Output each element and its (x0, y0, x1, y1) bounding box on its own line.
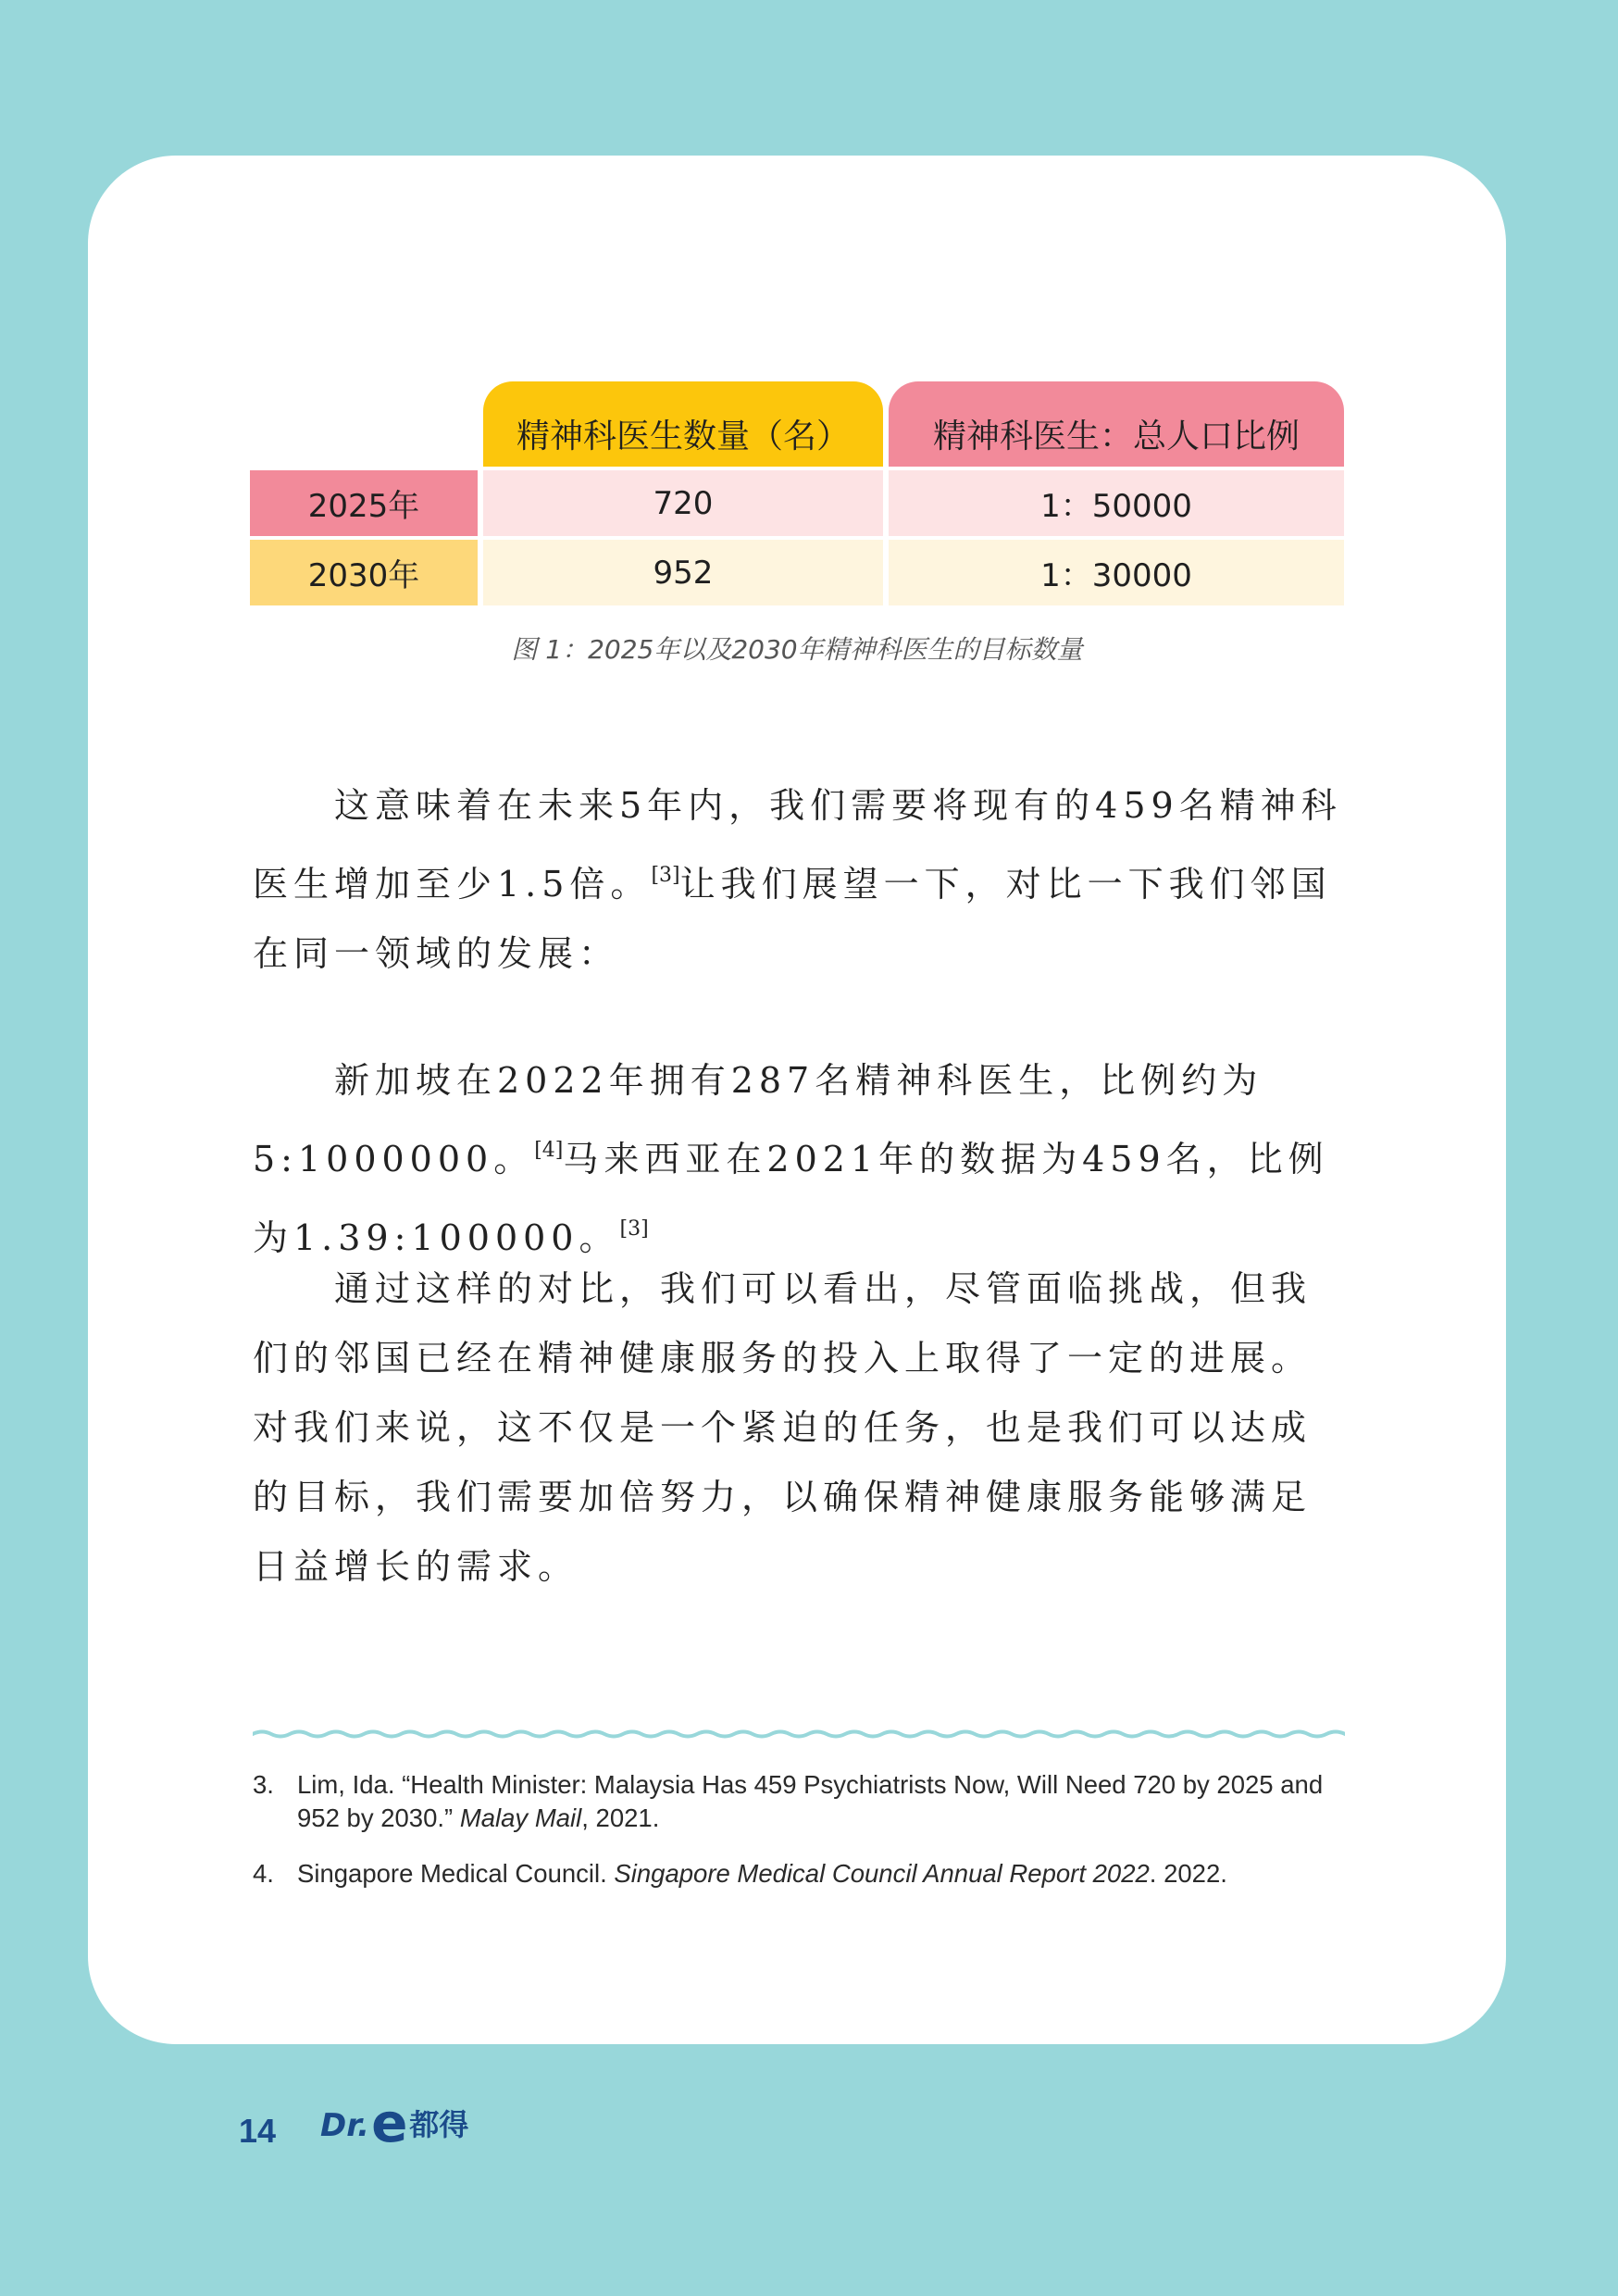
reference-source: Singapore Medical Council Annual Report 2022 (614, 1859, 1150, 1888)
body-paragraph (253, 771, 1345, 989)
reference-number: 4. (253, 1859, 274, 1888)
reference-text: Lim, Ida. “Health Minister: Malaysia Has 459 Psychiatrists Now, Will Need 720 by 2025 and 952 by 2030.” (297, 1770, 1324, 1832)
count-cell: 952 (483, 540, 883, 605)
references-list (253, 1768, 1345, 1913)
brand-logo (320, 2091, 469, 2154)
citation-marker: [3] (651, 864, 680, 887)
body-paragraph (253, 1254, 1345, 1602)
reference-item (253, 1768, 1345, 1835)
wave-divider (253, 1724, 1345, 1744)
table-row (250, 470, 1344, 536)
page-number: 14 (239, 2112, 277, 2150)
ratio-cell: 1：50000 (889, 470, 1344, 536)
reference-text: Singapore Medical Council. (297, 1859, 615, 1888)
count-cell: 720 (483, 470, 883, 536)
logo-dr-text: Dr. (320, 2107, 370, 2144)
reference-source: Malay Mail (459, 1803, 582, 1832)
paragraph-text: 新加坡在2022年拥有287名精神科医生，比例约为5:1000000。 (253, 1060, 1263, 1179)
year-cell: 2025年 (250, 470, 478, 536)
citation-marker: [4] (534, 1139, 564, 1162)
citation-marker: [3] (619, 1217, 649, 1241)
logo-cn-text: 都得 (409, 2107, 469, 2142)
reference-number: 3. (253, 1770, 274, 1799)
reference-item (253, 1857, 1345, 1890)
table-row (250, 540, 1344, 605)
year-cell: 2030年 (250, 540, 478, 605)
count-column-header: 精神科医生数量（名） (483, 381, 883, 467)
body-paragraph (253, 1046, 1345, 1273)
paragraph-text: 马来西亚在2021年的数据为459名，比例为1.39:100000。 (253, 1139, 1329, 1258)
paragraph-text: 通过这样的对比，我们可以看出，尽管面临挑战，但我们的邻国已经在精神健康服务的投入上取得了一定的进展。对我们来说，这不仅是一个紧迫的任务，也是我们可以达成的目标，我们需要加倍努力，以确保精神健康服务能够满足日益增长的需求。 (253, 1268, 1313, 1587)
figure-caption: 图 1：2025年以及2030年精神科医生的目标数量 (511, 634, 1083, 665)
reference-text: . 2022. (1149, 1859, 1227, 1888)
reference-text: , 2021. (581, 1803, 660, 1832)
ratio-cell: 1：30000 (889, 540, 1344, 605)
logo-e-mark: e (371, 2091, 408, 2154)
ratio-column-header: 精神科医生：总人口比例 (889, 381, 1344, 467)
paragraph-text: 这意味着在未来5年内，我们需要将现有的459名精神科医生增加至少1.5倍。 (253, 785, 1342, 905)
paragraph-text: 让我们展望一下，对比一下我们邻国在同一领域的发展： (253, 864, 1332, 974)
